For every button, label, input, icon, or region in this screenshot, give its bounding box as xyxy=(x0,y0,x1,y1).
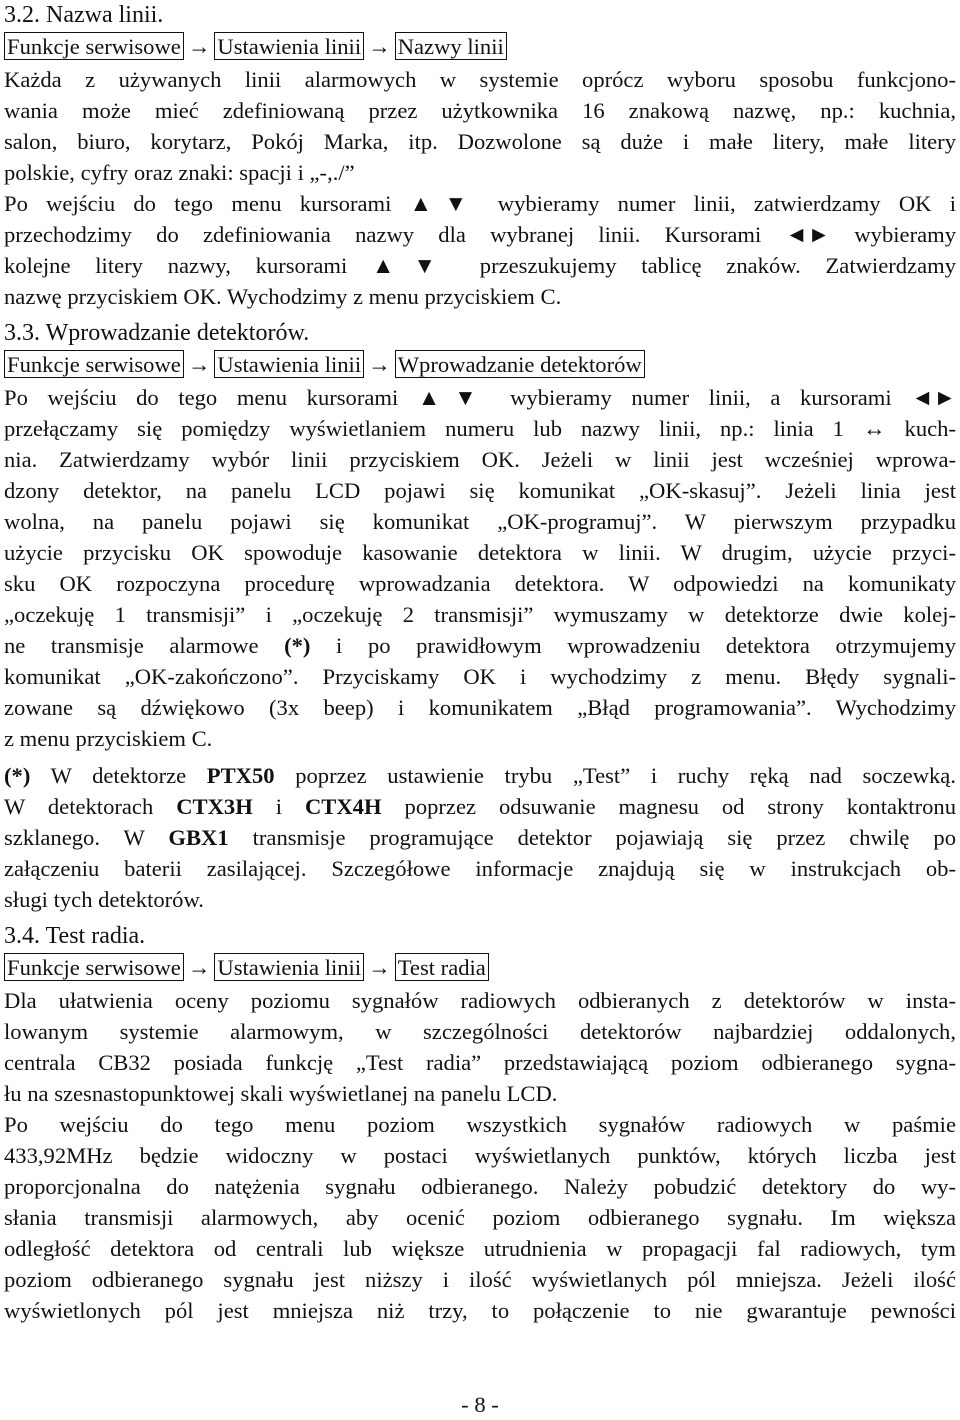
paragraph-line: kolejne litery nazwy, kursorami ▲▼ przeszukujemy tablicę znaków. Zatwierdzamy xyxy=(4,253,956,278)
paragraph-line: zowane są dźwiękowo (3x beep) i komunikatem „Błąd programowania”. Wychodzimy xyxy=(4,695,956,720)
paragraph-line: Dla ułatwienia oceny poziomu sygnałów radiowych odbieranych z detektorów w insta- xyxy=(4,988,956,1013)
footnote-line: (*) W detektorze PTX50 poprzez ustawienie trybu „Test” i ruchy ręką nad soczewką. xyxy=(4,763,956,788)
paragraph-line: polskie, cyfry oraz znaki: spacji i „-,./” xyxy=(4,160,355,185)
paragraph-line: Po wejściu do tego menu poziom wszystkich sygnałów radiowych w paśmie xyxy=(4,1112,956,1137)
menu-path-3-4 xyxy=(4,952,956,985)
paragraph-line: odległość detektora od centrali lub większe utrudnienia w propagacji fal radiowych, tym xyxy=(4,1236,956,1261)
paragraph-line: przełączamy się pomiędzy wyświetlaniem numeru lub nazwy linii, np.: linia 1 ↔ kuch- xyxy=(4,416,956,441)
paragraph-line: wyświetlonych pól jest mniejsza niż trzy, to połączenie to nie gwarantuje pewności xyxy=(4,1298,956,1323)
paragraph-line: nia. Zatwierdzamy wybór linii przyciskiem OK. Jeżeli w linii jest wcześniej wprowa- xyxy=(4,447,956,472)
document-page xyxy=(4,0,956,1326)
footnote-line: szklanego. W GBX1 transmisje programujące detektor pojawiają się przez chwilę po xyxy=(4,825,956,850)
menu-item-funkcje-serwisowe: Funkcje serwisowe xyxy=(4,350,184,378)
paragraph-line: słania transmisji alarmowych, aby ocenić poziom odbieranego sygnału. Im większa xyxy=(4,1205,956,1230)
page-number: - 8 - xyxy=(461,1392,499,1417)
paragraph-line: Każda z używanych linii alarmowych w systemie oprócz wyboru sposobu funkcjono- xyxy=(4,67,956,92)
paragraph-line: wania może mieć zdefiniowaną przez użytkownika 16 znakową nazwę, np.: kuchnia, xyxy=(4,98,956,123)
paragraph-line: użycie przycisku OK spowoduje kasowanie detektora w linii. W drugim, użycie przyci- xyxy=(4,540,956,565)
menu-item-wprowadzanie-detektorow: Wprowadzanie detektorów xyxy=(395,350,645,378)
paragraph-line: „oczekuję 1 transmisji” i „oczekuję 2 transmisji” wymuszamy w detektorze dwie kolej- xyxy=(4,602,956,627)
paragraph-line: nazwę przyciskiem OK. Wychodzimy z menu przyciskiem C. xyxy=(4,284,562,309)
paragraph-line: salon, biuro, korytarz, Pokój Marka, itp. Dozwolone są duże i małe litery, małe litery xyxy=(4,129,956,154)
paragraph-line: przechodzimy do zdefiniowania nazwy dla wybranej linii. Kursorami ◄► wybieramy xyxy=(4,222,956,247)
paragraph-line: ne transmisje alarmowe (*) i po prawidłowym wprowadzeniu detektora otrzymujemy xyxy=(4,633,956,658)
footnote-line: sługi tych detektorów. xyxy=(4,887,204,912)
menu-item-funkcje-serwisowe: Funkcje serwisowe xyxy=(4,953,184,981)
menu-item-nazwy-linii: Nazwy linii xyxy=(395,32,507,60)
arrow-right-icon: → xyxy=(187,34,211,59)
arrow-right-icon: → xyxy=(368,34,391,59)
paragraph-line: lowanym systemie alarmowym, w szczególności detektorów najbardziej oddalonych, xyxy=(4,1019,956,1044)
menu-item-ustawienia-linii: Ustawienia linii xyxy=(214,32,364,60)
menu-item-funkcje-serwisowe: Funkcje serwisowe xyxy=(4,32,184,60)
menu-item-ustawienia-linii: Ustawienia linii xyxy=(214,953,364,981)
section-heading-3-4: 3.4. Test radia. xyxy=(4,923,146,949)
arrow-right-icon: → xyxy=(187,352,211,377)
paragraph-line: 433,92MHz będzie widoczny w postaci wyświetlanych punktów, których liczba jest xyxy=(4,1143,956,1168)
paragraph-line: centrala CB32 posiada funkcję „Test radia” przedstawiającą poziom odbieranego sygna- xyxy=(4,1050,956,1075)
paragraph-line: Po wejściu do tego menu kursorami ▲▼ wybieramy numer linii, a kursorami ◄► xyxy=(4,385,956,410)
footnote-line: załączeniu baterii zasilającej. Szczegółowe informacje znajdują się w instrukcjach ob- xyxy=(4,856,956,881)
paragraph-line: Po wejściu do tego menu kursorami ▲▼ wybieramy numer linii, zatwierdzamy OK i xyxy=(4,191,956,216)
section-heading-3-3: 3.3. Wprowadzanie detektorów. xyxy=(4,320,310,346)
paragraph-line: dzony detektor, na panelu LCD pojawi się komunikat „OK-skasuj”. Jeżeli linia jest xyxy=(4,478,956,503)
paragraph-line: komunikat „OK-zakończono”. Przyciskamy OK i wychodzimy z menu. Błędy sygnali- xyxy=(4,664,956,689)
arrow-right-icon: → xyxy=(368,352,391,377)
section-heading-3-2: 3.2. Nazwa linii. xyxy=(4,2,164,28)
menu-path-3-2 xyxy=(4,31,956,64)
paragraph-line: sku OK rozpoczyna procedurę wprowadzania detektora. W odpowiedzi na komunikaty xyxy=(4,571,956,596)
paragraph-line: proporcjonalna do natężenia sygnału odbieranego. Należy pobudzić detektory do wy- xyxy=(4,1174,956,1199)
paragraph-line: z menu przyciskiem C. xyxy=(4,726,213,751)
paragraph-line: poziom odbieranego sygnału jest niższy i ilość wyświetlanych pól mniejsza. Jeżeli ilość xyxy=(4,1267,956,1292)
paragraph-line: wolna, na panelu pojawi się komunikat „OK-programuj”. W pierwszym przypadku xyxy=(4,509,956,534)
footnote-line: W detektorach CTX3H i CTX4H poprzez odsuwanie magnesu od strony kontaktronu xyxy=(4,794,956,819)
arrow-right-icon: → xyxy=(368,955,391,980)
arrow-right-icon: → xyxy=(187,955,211,980)
menu-item-test-radia: Test radia xyxy=(395,953,489,981)
paragraph-line: łu na szesnastopunktowej skali wyświetlanej na panelu LCD. xyxy=(4,1081,558,1106)
menu-item-ustawienia-linii: Ustawienia linii xyxy=(214,350,364,378)
menu-path-3-3 xyxy=(4,349,956,382)
